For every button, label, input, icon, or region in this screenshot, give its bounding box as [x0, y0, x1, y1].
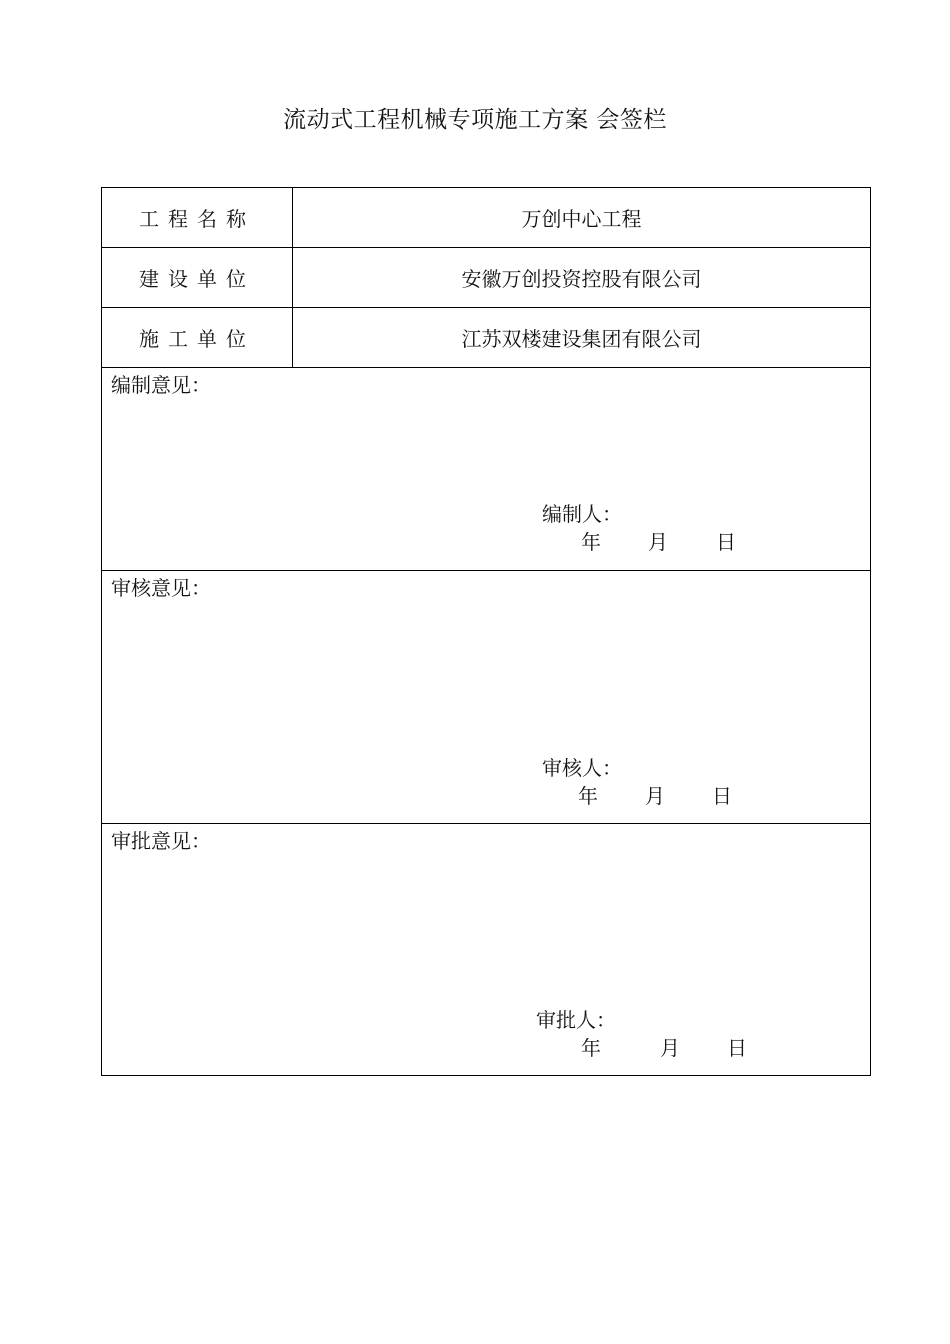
approve-opinion-label: 审批意见： [111, 829, 211, 853]
compile-opinion-label: 编制意见： [111, 373, 211, 397]
review-year-label: 年 [578, 784, 598, 808]
signoff-table [101, 187, 871, 1076]
project-name-value: 万创中心工程 [293, 188, 871, 248]
approve-day-label: 日 [727, 1036, 747, 1060]
table-row-owner [102, 248, 871, 308]
compile-opinion-cell [102, 368, 871, 571]
compile-year-label: 年 [581, 530, 601, 554]
owner-value: 安徽万创投资控股有限公司 [293, 248, 871, 308]
table-row-compile-opinion [102, 368, 871, 571]
table-row-project-name [102, 188, 871, 248]
review-opinion-cell [102, 571, 871, 824]
compile-day-label: 日 [716, 530, 736, 554]
approve-signer-label: 审批人： [536, 1008, 616, 1032]
compile-month-label: 月 [648, 530, 668, 554]
table-row-approve-opinion [102, 824, 871, 1076]
review-day-label: 日 [712, 784, 732, 808]
review-signer-label: 审核人： [542, 756, 622, 780]
table-row-review-opinion [102, 571, 871, 824]
approve-month-label: 月 [660, 1036, 680, 1060]
compile-signer-label: 编制人： [542, 502, 622, 526]
review-month-label: 月 [645, 784, 665, 808]
approve-year-label: 年 [581, 1036, 601, 1060]
approve-opinion-cell [102, 824, 871, 1076]
project-name-label: 工程名称 [102, 188, 293, 248]
contractor-value: 江苏双楼建设集团有限公司 [293, 308, 871, 368]
document-title: 流动式工程机械专项施工方案 会签栏 [283, 107, 667, 133]
table-row-contractor [102, 308, 871, 368]
review-opinion-label: 审核意见： [111, 576, 211, 600]
owner-label: 建设单位 [102, 248, 293, 308]
contractor-label: 施工单位 [102, 308, 293, 368]
